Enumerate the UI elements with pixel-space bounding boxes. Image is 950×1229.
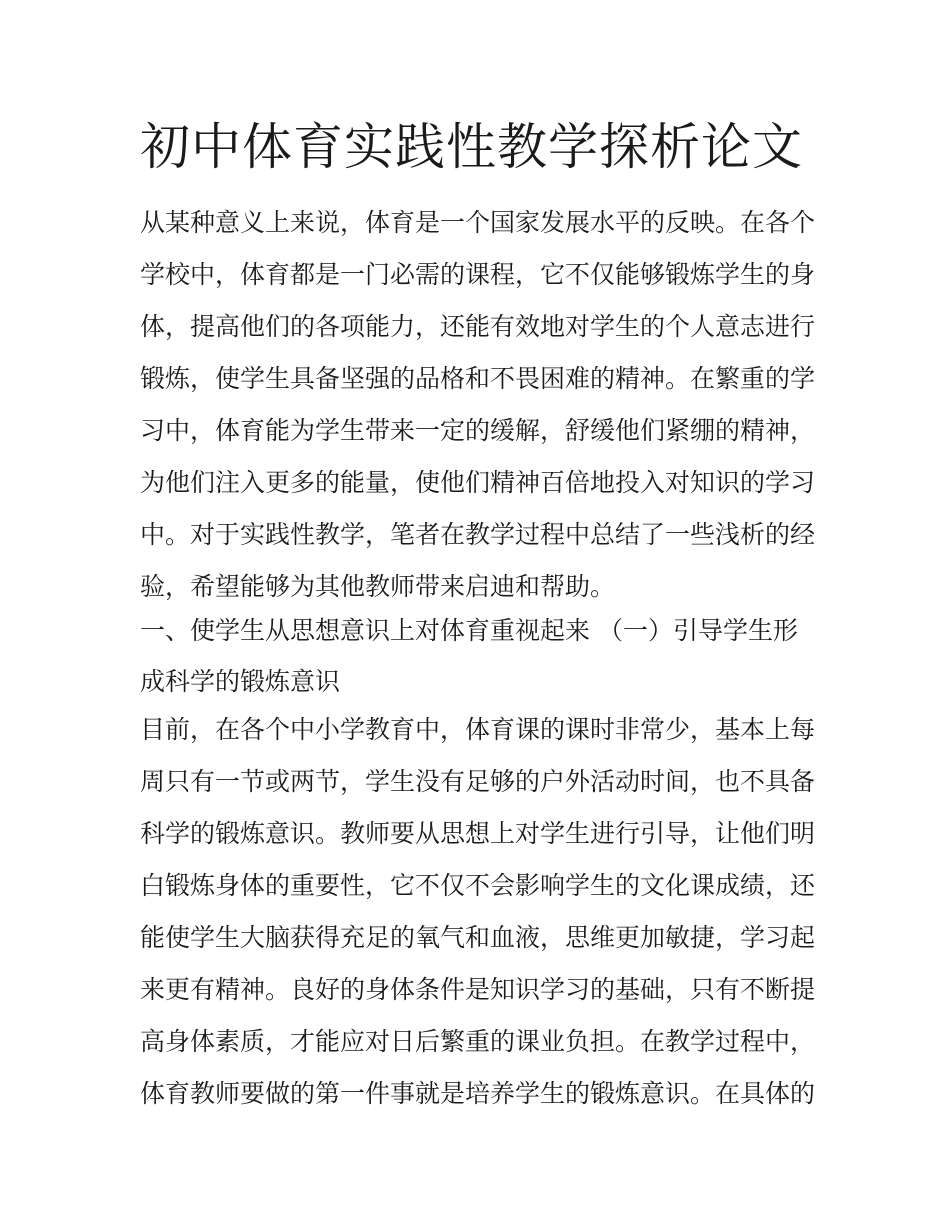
body-text-line: 体育教师要做的第一件事就是培养学生的锻炼意识。在具体的 (140, 1079, 816, 1108)
body-text-line: 习中，体育能为学生带来一定的缓解，舒缓他们紧绷的精神， (140, 416, 816, 445)
section-heading-line: 一、使学生从思想意识上对体育重视起来 （一）引导学生形 (140, 616, 798, 645)
body-text-line: 锻炼，使学生具备坚强的品格和不畏困难的精神。在繁重的学 (140, 364, 816, 393)
document-title: 初中体育实践性教学探析论文 (140, 118, 803, 176)
body-text-line: 周只有一节或两节，学生没有足够的户外活动时间，也不具备 (140, 767, 816, 796)
body-text-line: 来更有精神。良好的身体条件是知识学习的基础，只有不断提 (140, 975, 816, 1004)
body-text-line: 高身体素质，才能应对日后繁重的课业负担。在教学过程中， (140, 1027, 816, 1056)
body-text-line: 白锻炼身体的重要性，它不仅不会影响学生的文化课成绩，还 (140, 871, 816, 900)
body-text-line: 能使学生大脑获得充足的氧气和血液，思维更加敏捷，学习起 (140, 923, 816, 952)
body-text-line: 科学的锻炼意识。教师要从思想上对学生进行引导，让他们明 (140, 819, 816, 848)
section-heading-line: 成科学的锻炼意识 (140, 667, 341, 696)
body-text-line: 中。对于实践性教学，笔者在教学过程中总结了一些浅析的经 (140, 520, 816, 549)
body-text-line: 验，希望能够为其他教师带来启迪和帮助。 (140, 572, 616, 601)
body-text-line: 学校中，体育都是一门必需的课程，它不仅能够锻炼学生的身 (140, 260, 816, 289)
body-text-line: 体，提高他们的各项能力，还能有效地对学生的个人意志进行 (140, 312, 816, 341)
body-text-line: 从某种意义上来说，体育是一个国家发展水平的反映。在各个 (140, 208, 816, 237)
body-text-line: 为他们注入更多的能量，使他们精神百倍地投入对知识的学习 (140, 468, 816, 497)
body-text-line: 目前，在各个中小学教育中，体育课的课时非常少，基本上每 (140, 715, 816, 744)
